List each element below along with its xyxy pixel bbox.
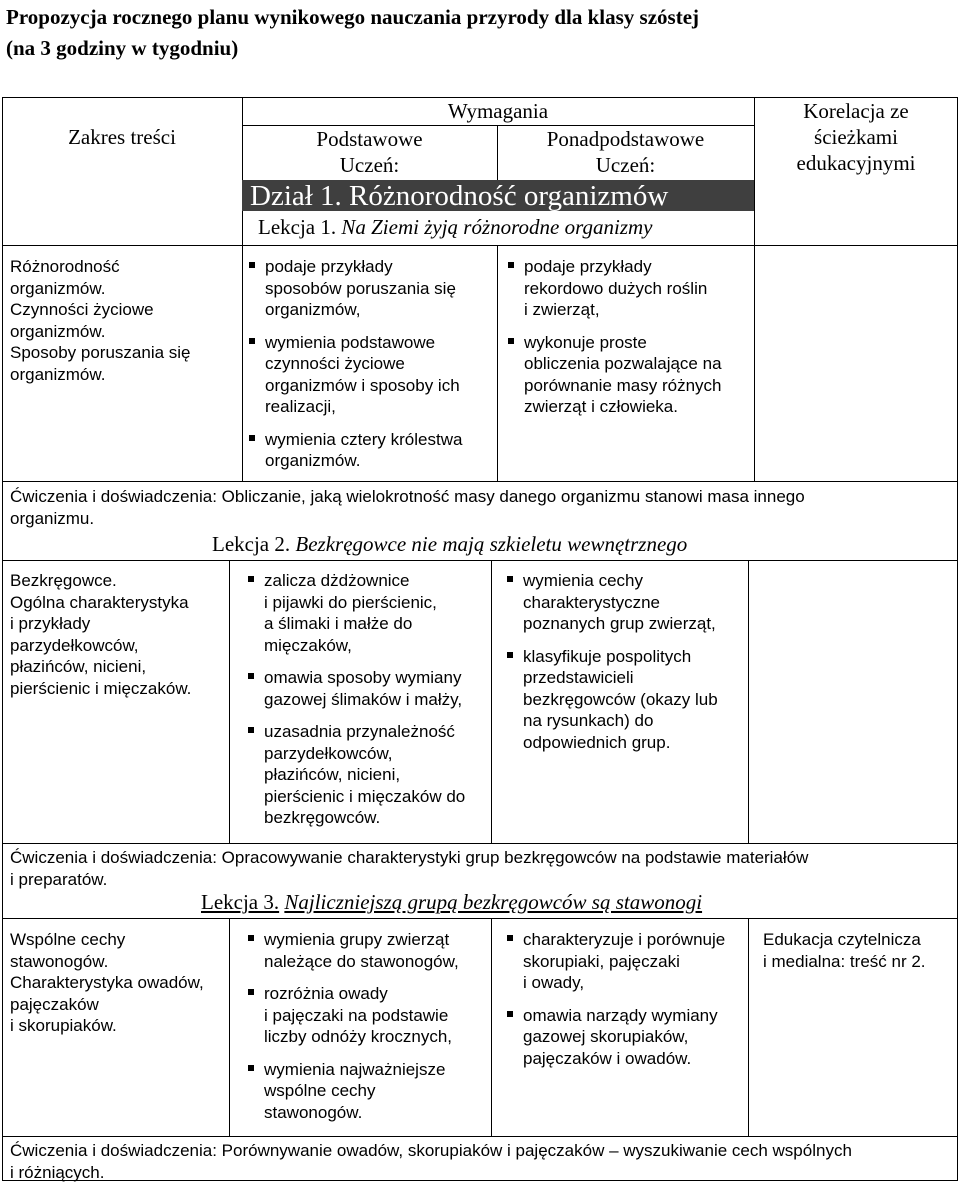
- bullet-icon: [248, 673, 254, 679]
- item-line: charakteryzuje i porównuje: [523, 930, 726, 949]
- zakres-line: płazińców, nicieni,: [10, 657, 147, 676]
- bullet-icon: [507, 576, 513, 582]
- bullet-icon: [507, 1011, 513, 1017]
- item-line: organizmów i sposoby ich: [265, 375, 460, 395]
- item-line: sposobów poruszania się: [265, 278, 456, 298]
- item-line: i pijawki do pierścienic,: [264, 592, 437, 612]
- bullet-icon: [248, 989, 254, 995]
- korelacja-line: i medialna: treść nr 2.: [763, 951, 926, 971]
- header-podstawowe-label: Podstawowe: [316, 127, 423, 151]
- cwiczenia-line: i różniących.: [10, 1162, 105, 1182]
- item-line: bezkręgowców (okazy lub: [523, 689, 718, 709]
- item-line: płazińców, nicieni,: [264, 765, 401, 784]
- item-line: wymienia cechy: [523, 571, 643, 590]
- item-line: omawia narządy wymiany: [523, 1005, 718, 1025]
- header-korelacja-line-1: Korelacja ze: [803, 99, 909, 123]
- item-line: na rysunkach) do: [523, 711, 654, 730]
- document-title: [6, 2, 946, 64]
- requirement-item: [240, 570, 490, 656]
- item-line: zwierząt i człowieka.: [524, 397, 678, 416]
- item-line: porównanie masy różnych: [524, 375, 722, 395]
- zakres-line: i przykłady: [10, 614, 91, 633]
- title-line-2: (na 3 godziny w tygodniu): [6, 36, 239, 60]
- item-line: należące do stawonogów,: [264, 951, 459, 971]
- requirement-item: [240, 1059, 490, 1124]
- lesson-3-zakres: [10, 929, 228, 1037]
- bullet-icon: [248, 1065, 254, 1071]
- item-line: parzydełkowców,: [264, 743, 393, 763]
- lesson-2-title: Bezkręgowce nie mają szkieletu wewnętrznego: [295, 532, 688, 556]
- lesson-1-number: Lekcja 1.: [258, 215, 337, 239]
- zakres-line: pierścienic i mięczaków.: [10, 678, 192, 698]
- item-line: wymienia najważniejsze: [264, 1059, 446, 1079]
- item-line: wykonuje proste: [524, 332, 647, 352]
- lesson-2-ponad: [499, 570, 747, 764]
- item-line: uzasadnia przynależność: [264, 722, 455, 741]
- lesson-1-cwiczenia: [10, 486, 950, 529]
- title-line-1: Propozycja rocznego planu wynikowego nauczania przyrody dla klasy szóstej: [6, 5, 700, 29]
- zakres-line: stawonogów.: [10, 951, 109, 971]
- header-zakres: Zakres treści: [68, 125, 176, 149]
- requirement-item: [240, 983, 490, 1048]
- lesson-1-title: Na Ziemi żyją różnorodne organizmy: [341, 215, 653, 239]
- item-line: rozróżnia owady: [264, 984, 388, 1003]
- header-ponad-label: Ponadpodstawowe: [546, 127, 705, 151]
- requirement-item: [499, 929, 747, 994]
- item-line: realizacji,: [265, 397, 336, 416]
- item-line: i zwierząt,: [524, 300, 600, 319]
- item-line: gazowej ślimaków i małży,: [264, 689, 463, 709]
- header-korelacja-line-3: edukacyjnymi: [796, 151, 916, 175]
- zakres-line: Ogólna charakterystyka: [10, 592, 189, 612]
- item-line: wspólne cechy: [264, 1081, 376, 1100]
- requirement-item: [500, 256, 754, 321]
- lesson-2-number: Lekcja 2.: [212, 532, 291, 556]
- item-line: mięczaków,: [264, 635, 352, 655]
- item-line: pierścienic i mięczaków do: [264, 786, 466, 806]
- lesson-1-heading: [258, 214, 653, 240]
- header-korelacja-line-2: ścieżkami: [814, 125, 898, 149]
- requirement-item: [241, 429, 495, 472]
- item-line: stawonogów.: [264, 1102, 363, 1122]
- zakres-line: Charakterystyka owadów,: [10, 973, 204, 992]
- item-line: rekordowo dużych roślin: [524, 278, 708, 298]
- item-line: i pajęczaki na podstawie: [264, 1005, 449, 1025]
- header-podstawowe: [242, 126, 497, 178]
- zakres-line: Sposoby poruszania się: [10, 343, 191, 362]
- korelacja-line: Edukacja czytelnicza: [763, 930, 921, 949]
- bullet-icon: [248, 727, 254, 733]
- bullet-icon: [508, 262, 514, 268]
- lesson-3-title: Najliczniejszą grupą bezkręgowców są stawonogi: [284, 890, 703, 914]
- bullet-icon: [249, 338, 255, 344]
- requirement-item: [240, 721, 490, 829]
- item-line: gazowej skorupiaków,: [523, 1027, 689, 1046]
- requirement-item: [240, 667, 490, 710]
- header-korelacja: [754, 98, 958, 176]
- item-line: zalicza dżdżownice: [264, 571, 410, 590]
- item-line: podaje przykłady: [524, 257, 652, 276]
- lesson-3-cwiczenia: [10, 1140, 955, 1183]
- item-line: skorupiaki, pajęczaki: [523, 951, 680, 971]
- zakres-line: Czynności życiowe: [10, 300, 154, 319]
- header-wymagania: Wymagania: [447, 99, 549, 123]
- item-line: a ślimaki i małże do: [264, 614, 413, 633]
- lesson-2-podstawowe: [240, 570, 490, 840]
- item-line: wymienia grupy zwierząt: [264, 930, 450, 949]
- lesson-3-korelacja: [763, 929, 955, 972]
- requirement-item: [241, 332, 495, 418]
- item-line: klasyfikuje pospolitych: [523, 646, 692, 666]
- cwiczenia-line: Ćwiczenia i doświadczenia: Obliczanie, jaką wielokrotność masy danego organizmu stanowi masa innego: [10, 487, 805, 506]
- requirement-item: [241, 256, 495, 321]
- requirement-item: [500, 332, 754, 418]
- header-ponadpodstawowe: [497, 126, 754, 178]
- item-line: pajęczaków i owadów.: [523, 1048, 692, 1068]
- item-line: organizmów,: [265, 300, 361, 319]
- bullet-icon: [249, 435, 255, 441]
- zakres-line: organizmów.: [10, 278, 106, 298]
- lesson-1-zakres: [10, 256, 238, 385]
- bullet-icon: [507, 935, 513, 941]
- item-line: czynności życiowe: [265, 354, 405, 373]
- item-line: obliczenia pozwalające na: [524, 354, 722, 373]
- lesson-2-cwiczenia: [10, 847, 950, 890]
- dzial-title: Dział 1. Różnorodność organizmów: [250, 180, 669, 212]
- lesson-1-ponad: [500, 256, 754, 429]
- zakres-line: pajęczaków: [10, 994, 99, 1014]
- bullet-icon: [248, 935, 254, 941]
- zakres-line: i skorupiaków.: [10, 1016, 117, 1035]
- zakres-line: Wspólne cechy: [10, 930, 126, 949]
- header-podstawowe-sub: Uczeń:: [339, 153, 400, 177]
- header-ponad-sub: Uczeń:: [595, 153, 656, 177]
- item-line: wymienia podstawowe: [265, 332, 436, 352]
- bullet-icon: [508, 338, 514, 344]
- lesson-3-heading: [201, 889, 702, 915]
- cwiczenia-line: i preparatów.: [10, 869, 108, 889]
- bullet-icon: [248, 576, 254, 582]
- item-line: i owady,: [523, 973, 585, 992]
- lesson-3-ponad: [499, 929, 747, 1080]
- cwiczenia-line: organizmu.: [10, 508, 95, 528]
- zakres-line: parzydełkowców,: [10, 635, 139, 655]
- lesson-2-zakres: [10, 570, 228, 699]
- zakres-line: organizmów.: [10, 364, 106, 384]
- lesson-1-podstawowe: [241, 256, 495, 483]
- zakres-line: Bezkręgowce.: [10, 571, 117, 590]
- requirement-item: [499, 1005, 747, 1070]
- item-line: omawia sposoby wymiany: [264, 668, 462, 687]
- item-line: charakterystyczne: [523, 592, 660, 612]
- requirement-item: [240, 929, 490, 972]
- lesson-2-heading: [212, 531, 687, 557]
- lesson-3-podstawowe: [240, 929, 490, 1134]
- item-line: wymienia cztery królestwa: [265, 429, 463, 449]
- cwiczenia-line: Ćwiczenia i doświadczenia: Opracowywanie charakterystyki grup bezkręgowców na podstawie materiałów: [10, 848, 809, 867]
- item-line: przedstawicieli: [523, 668, 634, 687]
- requirement-item: [499, 646, 747, 754]
- requirement-item: [499, 570, 747, 635]
- zakres-line: organizmów.: [10, 321, 106, 341]
- item-line: odpowiednich grup.: [523, 732, 671, 752]
- item-line: organizmów.: [265, 451, 361, 470]
- item-line: poznanych grup zwierząt,: [523, 614, 716, 633]
- item-line: podaje przykłady: [265, 257, 393, 276]
- lesson-3-number: Lekcja 3.: [201, 890, 280, 914]
- cwiczenia-line: Ćwiczenia i doświadczenia: Porównywanie owadów, skorupiaków i pajęczaków – wyszukiwanie cech wspólnych: [10, 1141, 852, 1160]
- item-line: liczby odnóży krocznych,: [264, 1027, 453, 1046]
- item-line: bezkręgowców.: [264, 808, 381, 827]
- zakres-line: Różnorodność: [10, 257, 120, 276]
- bullet-icon: [249, 262, 255, 268]
- bullet-icon: [507, 652, 513, 658]
